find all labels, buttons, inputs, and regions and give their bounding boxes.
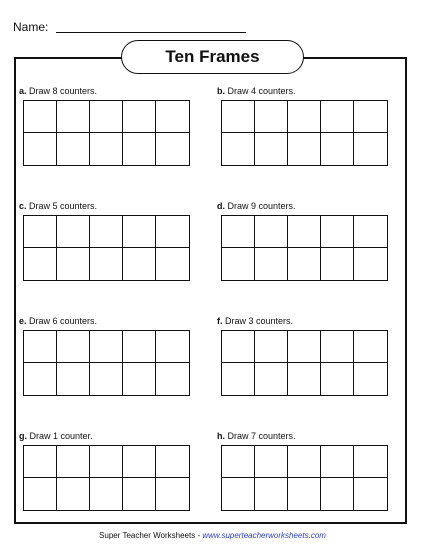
ten-frame-cell[interactable] <box>288 216 321 248</box>
ten-frame-cell[interactable] <box>288 248 321 280</box>
problem-7 <box>19 431 197 443</box>
ten-frame-cell[interactable] <box>123 101 156 133</box>
ten-frame-cell[interactable] <box>255 446 288 478</box>
ten-frame-cell[interactable] <box>321 363 354 395</box>
problem-letter: a. <box>19 86 27 96</box>
ten-frame-cell[interactable] <box>90 446 123 478</box>
ten-frame-cell[interactable] <box>90 101 123 133</box>
ten-frame-cell[interactable] <box>24 248 57 280</box>
ten-frame-cell[interactable] <box>288 446 321 478</box>
ten-frame-cell[interactable] <box>90 216 123 248</box>
ten-frame-cell[interactable] <box>321 331 354 363</box>
ten-frame-cell[interactable] <box>288 478 321 510</box>
problem-letter: h. <box>217 431 225 441</box>
problem-text: Draw 8 counters. <box>29 86 98 96</box>
problem-text: Draw 9 counters. <box>227 201 296 211</box>
problem-2 <box>217 86 395 98</box>
ten-frame-cell[interactable] <box>90 248 123 280</box>
ten-frame-cell[interactable] <box>123 248 156 280</box>
ten-frame-cell[interactable] <box>90 478 123 510</box>
ten-frame-cell[interactable] <box>222 446 255 478</box>
ten-frame-cell[interactable] <box>24 101 57 133</box>
ten-frame <box>221 330 388 396</box>
problem-text: Draw 3 counters. <box>225 316 294 326</box>
problem-prompt <box>19 316 197 328</box>
ten-frame-cell[interactable] <box>123 363 156 395</box>
problem-letter: g. <box>19 431 27 441</box>
ten-frame-cell[interactable] <box>354 363 387 395</box>
ten-frame-cell[interactable] <box>354 446 387 478</box>
problem-letter: e. <box>19 316 27 326</box>
ten-frame <box>23 445 190 511</box>
problem-letter: d. <box>217 201 225 211</box>
problem-3 <box>19 201 197 213</box>
ten-frame-cell[interactable] <box>321 248 354 280</box>
footer-brand: Super Teacher Worksheets <box>99 531 196 540</box>
ten-frame-cell[interactable] <box>156 478 189 510</box>
ten-frame-cell[interactable] <box>255 363 288 395</box>
problem-4 <box>217 201 395 213</box>
footer-url-link[interactable]: www.superteacherworksheets.com <box>202 531 326 540</box>
problem-text: Draw 5 counters. <box>29 201 98 211</box>
ten-frame-cell[interactable] <box>156 101 189 133</box>
ten-frame-cell[interactable] <box>288 363 321 395</box>
ten-frame-cell[interactable] <box>255 133 288 165</box>
ten-frame-cell[interactable] <box>321 446 354 478</box>
ten-frame-cell[interactable] <box>57 101 90 133</box>
ten-frame-cell[interactable] <box>354 216 387 248</box>
ten-frame-cell[interactable] <box>255 101 288 133</box>
footer <box>0 531 425 541</box>
ten-frame-cell[interactable] <box>90 331 123 363</box>
ten-frame-cell[interactable] <box>354 248 387 280</box>
ten-frame-cell[interactable] <box>222 331 255 363</box>
problem-prompt <box>19 86 197 98</box>
ten-frame-cell[interactable] <box>57 248 90 280</box>
ten-frame-cell[interactable] <box>222 216 255 248</box>
ten-frame-cell[interactable] <box>90 363 123 395</box>
ten-frame-cell[interactable] <box>222 478 255 510</box>
ten-frame-cell[interactable] <box>222 101 255 133</box>
name-label: Name: <box>13 20 49 34</box>
problem-5 <box>19 316 197 328</box>
ten-frame-cell[interactable] <box>354 101 387 133</box>
ten-frame-cell[interactable] <box>57 478 90 510</box>
name-input-line[interactable] <box>56 32 246 33</box>
ten-frame-cell[interactable] <box>57 331 90 363</box>
ten-frame-cell[interactable] <box>123 216 156 248</box>
ten-frame <box>221 100 388 166</box>
ten-frame-cell[interactable] <box>24 331 57 363</box>
problem-6 <box>217 316 395 328</box>
ten-frame <box>23 215 190 281</box>
ten-frame-cell[interactable] <box>24 133 57 165</box>
ten-frame-cell[interactable] <box>255 478 288 510</box>
ten-frame-cell[interactable] <box>255 331 288 363</box>
ten-frame-cell[interactable] <box>123 331 156 363</box>
ten-frame-cell[interactable] <box>321 133 354 165</box>
problem-prompt <box>19 431 197 443</box>
problem-prompt <box>217 201 395 213</box>
ten-frame-cell[interactable] <box>354 331 387 363</box>
ten-frame-cell[interactable] <box>222 133 255 165</box>
ten-frame-cell[interactable] <box>24 363 57 395</box>
problem-prompt <box>217 431 395 443</box>
problem-prompt <box>217 316 395 328</box>
ten-frame-cell[interactable] <box>321 101 354 133</box>
problem-letter: b. <box>217 86 225 96</box>
ten-frame-cell[interactable] <box>57 446 90 478</box>
ten-frame-cell[interactable] <box>57 216 90 248</box>
ten-frame-cell[interactable] <box>288 133 321 165</box>
ten-frame-cell[interactable] <box>156 331 189 363</box>
ten-frame-cell[interactable] <box>156 363 189 395</box>
ten-frame-cell[interactable] <box>90 133 123 165</box>
problem-prompt <box>19 201 197 213</box>
ten-frame-cell[interactable] <box>57 133 90 165</box>
ten-frame-cell[interactable] <box>24 446 57 478</box>
ten-frame-cell[interactable] <box>156 446 189 478</box>
ten-frame <box>221 445 388 511</box>
problem-1 <box>19 86 197 98</box>
worksheet-title: Ten Frames <box>121 40 304 74</box>
problem-text: Draw 6 counters. <box>29 316 98 326</box>
ten-frame-cell[interactable] <box>222 363 255 395</box>
ten-frame-cell[interactable] <box>156 216 189 248</box>
ten-frame-cell[interactable] <box>24 216 57 248</box>
ten-frame <box>23 330 190 396</box>
problem-text: Draw 1 counter. <box>29 431 93 441</box>
ten-frame-cell[interactable] <box>156 133 189 165</box>
ten-frame <box>23 100 190 166</box>
ten-frame-cell[interactable] <box>288 331 321 363</box>
problem-prompt <box>217 86 395 98</box>
problem-letter: c. <box>19 201 27 211</box>
ten-frame-cell[interactable] <box>156 248 189 280</box>
ten-frame-cell[interactable] <box>321 478 354 510</box>
ten-frame-cell[interactable] <box>123 446 156 478</box>
ten-frame-cell[interactable] <box>321 216 354 248</box>
problem-text: Draw 7 counters. <box>227 431 296 441</box>
problem-text: Draw 4 counters. <box>227 86 296 96</box>
ten-frame-cell[interactable] <box>222 248 255 280</box>
ten-frame-cell[interactable] <box>354 478 387 510</box>
ten-frame <box>221 215 388 281</box>
ten-frame-cell[interactable] <box>255 248 288 280</box>
problem-letter: f. <box>217 316 223 326</box>
ten-frame-cell[interactable] <box>57 363 90 395</box>
problem-8 <box>217 431 395 443</box>
ten-frame-cell[interactable] <box>354 133 387 165</box>
ten-frame-cell[interactable] <box>255 216 288 248</box>
ten-frame-cell[interactable] <box>123 478 156 510</box>
ten-frame-cell[interactable] <box>123 133 156 165</box>
ten-frame-cell[interactable] <box>24 478 57 510</box>
ten-frame-cell[interactable] <box>288 101 321 133</box>
footer-separator: - <box>195 531 203 540</box>
